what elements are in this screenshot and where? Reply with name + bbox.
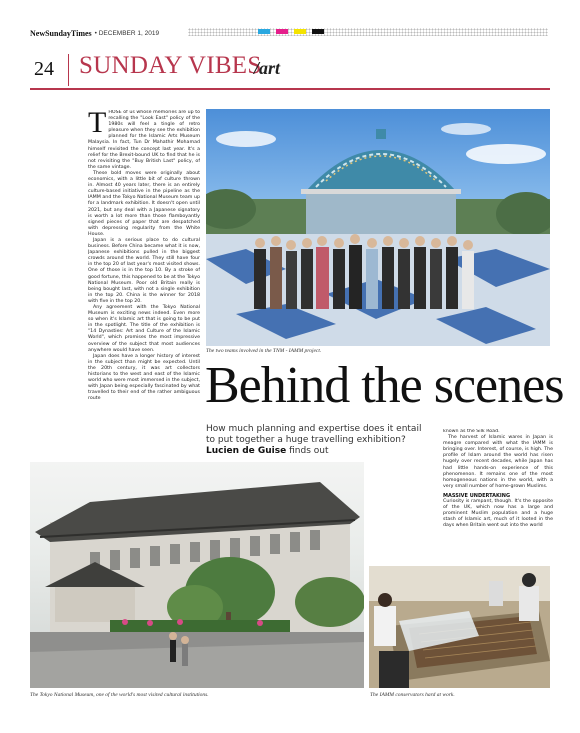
article-paragraph: known as the Silk Road. xyxy=(443,429,500,434)
section-tag: /art xyxy=(254,58,281,78)
museum-photo-illustration xyxy=(30,462,364,688)
subheading: MASSIVE UNDERTAKING xyxy=(443,492,511,499)
dropcap: T xyxy=(88,110,107,139)
page-number: 24 xyxy=(34,58,54,80)
header-divider xyxy=(68,54,69,86)
color-swatches xyxy=(258,29,324,34)
article-paragraph: Japan is a serious place to do cultural business. Before China became what it is now, Japanese exhibitions pulled in the biggest crowds around the world. They still have four in the top 20 of last year's most visited shows. One of those is in the top 10. By a stroke of good fortune, this happened to be at the Tokyo National Museum. Poor old Britain really is being bought last, with not a single exhibition in the top 20. China is the winner for 2018 with five in the top 20. xyxy=(88,237,200,304)
issue-date: • DECEMBER 1, 2019 xyxy=(94,29,160,37)
byline: Lucien de Guise xyxy=(206,446,287,456)
conservators-photo-illustration xyxy=(369,566,550,688)
swatch-magenta xyxy=(276,29,288,34)
conservators-photo xyxy=(369,566,550,688)
section-title: SUNDAY VIBES xyxy=(79,52,262,79)
article-column-3 xyxy=(443,429,553,555)
paper-name: NewSundayTimes xyxy=(30,28,92,38)
article-paragraph: These bold moves were originally about economics, with a little bit of culture thrown in. Almost 40 years later, there is an entirely culture-based initiative in the pipeline as the IAMM and the Tokyo National Museum team up for a landmark exhibition. It doesn't open until 2021, but any deal with a Japanese signatory is worth a lot more than those flamboyantly signed pieces of paper that are despatched with depressing regularity from the White House. xyxy=(88,170,200,237)
article-paragraph: Japan does have a longer history of interest in the subject than might be expected. Until the 20th century, it was art collectors historians to the west and east of the Islamic world who were most immersed in the subject, with Japan being especially fascinated by what travelled to their end of the rather ambiguous route xyxy=(88,353,200,402)
museum-photo xyxy=(30,462,364,688)
article-paragraph: Curiosity is rampant, though. It's the opposite of the UK, which now has a large and prominent Muslim population and a huge stash of Islamic art, much of it looted in the days when Britain went out into the world xyxy=(443,499,553,529)
team-photo-illustration xyxy=(206,109,550,346)
header-rule xyxy=(30,88,550,90)
swatch-yellow xyxy=(294,29,306,34)
standfirst: How much planning and expertise does it entail to put together a huge travelling exhibition? Lucien de Guise finds out xyxy=(206,424,422,456)
museum-photo-caption: The Tokyo National Museum, one of the world's most visited cultural institutions. xyxy=(30,692,209,698)
print-registration-bar xyxy=(188,28,548,36)
team-photo xyxy=(206,109,550,346)
team-photo-caption: The two teams involved in the TNM - IAMM project. xyxy=(206,348,322,354)
article-paragraph: THOSE of us whose memories are up to recalling the "Look East" policy of the 1980s will feel a tingle of retro pleasure when they see the exhibition planned for the Islamic Arts Museum Malaysia. In fact, Tun Dr Mahathir Mohamad himself revisited the concept last year. It's a relief for the Brexit-bound UK to find that he is not revisiting the "Buy British Last" policy, of the same vintage. xyxy=(88,110,200,170)
article-paragraph: The harvest of Islamic wares in Japan is meagre compared with what the IAMM is bringing over. Interest, of course, is high. The profile of Islam around the world has risen hugely over recent decades, while Japan has had little hands-on experience of this phenomenon. It remains one of the most homogeneous nations in the world, with a very small number of home-grown Muslims. xyxy=(443,435,553,489)
headline: Behind the scenes xyxy=(205,357,564,414)
article-column-1 xyxy=(88,110,200,466)
swatch-cyan xyxy=(258,29,270,34)
swatch-black xyxy=(312,29,324,34)
article-paragraph: Any agreement with the Tokyo National Museum is exciting news indeed. Even more so when it's Islamic art that is going to be put in the spotlight. The title of the exhibition is "14 Dynasties: Art and Culture of the Islamic World", which promises the most impressive overview of the subject that most audiences anywhere would have seen. xyxy=(88,305,200,353)
conservators-photo-caption: The IAMM conservators hard at work. xyxy=(370,692,455,698)
